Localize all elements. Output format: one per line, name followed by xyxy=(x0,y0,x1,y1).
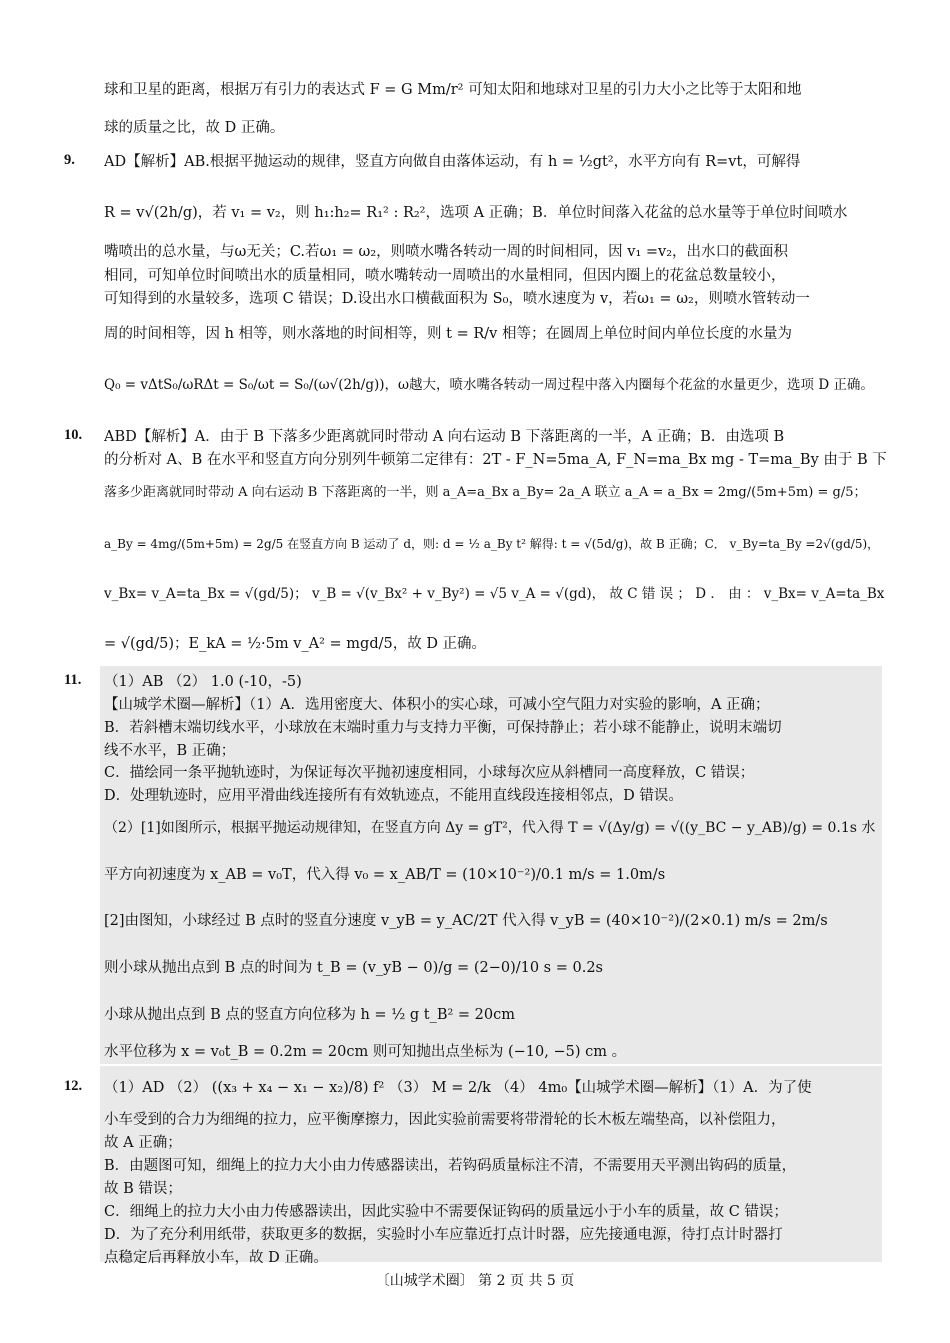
text-line: Q₀ = vΔtS₀/ωRΔt = S₀/ωt = S₀/(ω√(2h/g))，ω越大，喷水嘴各转动一周过程中落入内圈每个花盆的水量更少，选项 D 正确。 xyxy=(104,377,874,393)
text-line: 的分析对 A、B 在水平和竖直方向分别列牛顿第二定律有：2T - F_N=5ma_A, F_N=ma_Bx mg - T=ma_By 由于 B 下 xyxy=(104,452,887,468)
text-line: C．描绘同一条平抛轨迹时，为保证每次平抛初速度相同，小球每次应从斜槽同一高度释放，C 错误； xyxy=(104,765,755,781)
page-footer: 〔山城学术圈〕 第 2 页 共 5 页 xyxy=(375,1273,575,1289)
text-line: v_Bx= v_A=ta_Bx = √(gd/5)； v_B = √(v_Bx² + v_By²) = √5 v_A = √(gd)， 故 C 错 误 ； D ． 由 ： v_Bx= v_A=ta_Bx xyxy=(104,586,885,602)
text-line: 球的质量之比，故 D 正确。 xyxy=(104,120,285,136)
text-line: 点稳定后再释放小车，故 D 正确。 xyxy=(104,1250,328,1266)
text-line: 周的时间相等，因 h 相等，则水落地的时间相等，则 t = R/v 相等；在圆周上单位时间内单位长度的水量为 xyxy=(104,326,792,342)
text-line: 故 A 正确； xyxy=(104,1135,182,1151)
text-line: D．处理轨迹时，应用平滑曲线连接所有有效轨迹点，不能用直线段连接相邻点，D 错误。 xyxy=(104,788,683,804)
text-line: 小车受到的合力为细绳的拉力，应平衡摩擦力，因此实验前需要将带滑轮的长木板左端垫高，以补偿阻力， xyxy=(104,1112,786,1128)
text-line: 落多少距离就同时带动 A 向右运动 B 下落距离的一半，则 a_A=a_Bx a_By= 2a_A 联立 a_A = a_Bx = 2mg/(5m+5m) = g/5； xyxy=(104,485,867,500)
text-line: 可知得到的水量较多，选项 C 错误；D.设出水口横截面积为 S₀，喷水速度为 v，若ω₁ = ω₂，则喷水管转动一 xyxy=(104,291,810,307)
text-line: AD【解析】AB.根据平抛运动的规律，竖直方向做自由落体运动，有 h = ½gt²，水平方向有 R=vt，可解得 xyxy=(104,154,801,170)
text-line: C．细绳上的拉力大小由力传感器读出，因此实验中不需要保证钩码的质量远小于小车的质量，故 C 错误； xyxy=(104,1204,788,1220)
text-line: （1）AB （2） 1.0 (-10，-5) xyxy=(104,674,302,690)
text-line: [2]由图知，小球经过 B 点时的竖直分速度 v_yB = y_AC/2T 代入得 v_yB = (40×10⁻²)/(2×0.1) m/s = 2m/s xyxy=(104,913,828,929)
text-line: B．若斜槽末端切线水平，小球放在末端时重力与支持力平衡，可保持静止；若小球不能静止，说明末端切 xyxy=(104,720,782,736)
text-line: 则小球从抛出点到 B 点的时间为 t_B = (v_yB − 0)/g = (2−0)/10 s = 0.2s xyxy=(104,960,603,976)
question-number-9: 9. xyxy=(64,152,75,168)
text-line: （2）[1]如图所示，根据平抛运动规律知，在竖直方向 Δy = gT²，代入得 T = √(Δy/g) = √((y_BC − y_AB)/g) = 0.1s 水 xyxy=(104,820,876,836)
question-number-12: 12. xyxy=(64,1078,83,1094)
question-number-10: 10. xyxy=(64,427,83,443)
text-line: B．由题图可知，细绳上的拉力大小由力传感器读出，若钩码质量标注不清，不需要用天平测出钩码的质量， xyxy=(104,1158,797,1174)
text-line: 线不水平，B 正确； xyxy=(104,743,236,759)
text-line: 平方向初速度为 x_AB = v₀T，代入得 v₀ = x_AB/T = (10×10⁻²)/0.1 m/s = 1.0m/s xyxy=(104,867,666,883)
text-line: 球和卫星的距离，根据万有引力的表达式 F = G Mm/r² 可知太阳和地球对卫星的引力大小之比等于太阳和地 xyxy=(104,82,802,98)
text-line: D．为了充分利用纸带，获取更多的数据，实验时小车应靠近打点计时器，应先接通电源，待打点计时器打 xyxy=(104,1227,783,1243)
text-line: 【山城学术圈—解析】（1）A．选用密度大、体积小的实心球，可减小空气阻力对实验的影响，A 正确； xyxy=(104,697,770,713)
text-line: 嘴喷出的总水量，与ω无关；C.若ω₁ = ω₂，则喷水嘴各转动一周的时间相同，因 v₁ =v₂，出水口的截面积 xyxy=(104,244,789,260)
text-line: 故 B 错误； xyxy=(104,1181,182,1197)
question-number-11: 11. xyxy=(64,672,82,688)
text-line: a_By = 4mg/(5m+5m) = 2g/5 在竖直方向 B 运动了 d，则: d = ½ a_By t² 解得: t = √(5d/g)，故 B 正确；C． v_By=ta_By =2√(gd/5)， xyxy=(104,537,880,551)
text-line: （1）AD （2） ((x₃ + x₄ − x₁ − x₂)/8) f² （3） M = 2/k （4） 4m₀【山城学术圈—解析】（1）A．为了使 xyxy=(104,1080,812,1096)
text-line: 小球从抛出点到 B 点的竖直方向位移为 h = ½ g t_B² = 20cm xyxy=(104,1007,515,1023)
text-line: 水平位移为 x = v₀t_B = 0.2m = 20cm 则可知抛出点坐标为 (−10, −5) cm 。 xyxy=(104,1044,627,1060)
text-line: 相同，可知单位时间喷出水的质量相同，喷水嘴转动一周喷出的水量相同，但因内圈上的花盆总数量较小， xyxy=(104,268,786,284)
text-line: ABD【解析】A．由于 B 下落多少距离就同时带动 A 向右运动 B 下落距离的一半，A 正确；B．由选项 B xyxy=(104,429,785,445)
text-line: R = v√(2h/g)，若 v₁ = v₂，则 h₁:h₂= R₁² : R₂²，选项 A 正确；B．单位时间落入花盆的总水量等于单位时间喷水 xyxy=(104,205,848,221)
text-line: = √(gd/5)；E_kA = ½·5m v_A² = mgd/5，故 D 正确。 xyxy=(104,636,487,652)
